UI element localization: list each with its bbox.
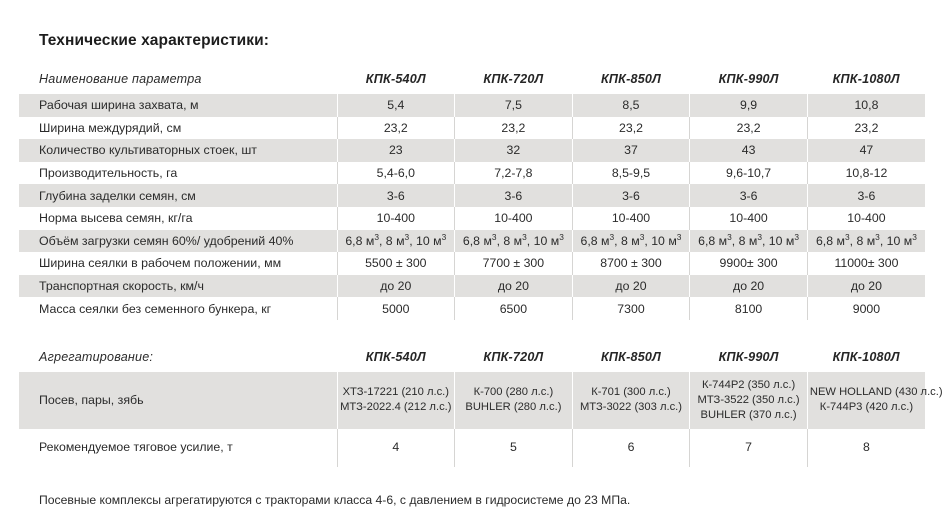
- row-value: 8,5-9,5: [572, 162, 690, 185]
- row-value: 3-6: [337, 184, 455, 207]
- row-value: 7700 ± 300: [455, 252, 573, 275]
- row-value: до 20: [690, 275, 808, 298]
- page-title: Технические характеристики:: [39, 32, 270, 49]
- row-value: 10-400: [690, 207, 808, 230]
- spec-header-row: [19, 64, 925, 94]
- spec-column-header-4: КПК-990Л: [718, 72, 779, 86]
- row-value: 7,5: [455, 94, 573, 117]
- spec-param-header: Наименование параметра: [39, 72, 202, 86]
- row-value: 23: [337, 139, 455, 162]
- aggregation-param-header: Агрегатирование:: [39, 349, 154, 364]
- row-value: 4: [337, 429, 455, 467]
- row-label: Масса сеялки без семенного бункера, кг: [19, 297, 337, 320]
- row-value: 9000: [807, 297, 925, 320]
- row-label: Объём загрузки семян 60%/ удобрений 40%: [19, 230, 337, 253]
- row-value: 32: [455, 139, 573, 162]
- aggregation-column-header-4: КПК-990Л: [718, 349, 779, 364]
- row-value: 10,8-12: [807, 162, 925, 185]
- row-label: Производительность, га: [19, 162, 337, 185]
- table-row: [19, 275, 925, 298]
- row-value: до 20: [572, 275, 690, 298]
- row-value: 3-6: [690, 184, 808, 207]
- table-row: [19, 207, 925, 230]
- row-label: Ширина междурядий, см: [19, 117, 337, 140]
- footer-note: Посевные комплексы агрегатируются с тракторами класса 4-6, с давлением в гидросистеме до 23 МПа.: [39, 492, 631, 507]
- row-value: 3-6: [807, 184, 925, 207]
- spec-column-header-5: КПК-1080Л: [832, 72, 900, 86]
- row-value: 8100: [690, 297, 808, 320]
- aggregation-column-header-2: КПК-720Л: [483, 349, 544, 364]
- row-value: до 20: [337, 275, 455, 298]
- row-value: 5000: [337, 297, 455, 320]
- row-value: К-700 (280 л.с.) BUHLER (280 л.с.): [455, 372, 573, 429]
- row-label: Транспортная скорость, км/ч: [19, 275, 337, 298]
- row-value: 5500 ± 300: [337, 252, 455, 275]
- row-value: 10-400: [337, 207, 455, 230]
- row-value: NEW HOLLAND (430 л.с.) К-744Р3 (420 л.с.): [807, 372, 925, 429]
- row-label: Количество культиваторных стоек, шт: [19, 139, 337, 162]
- row-label: Рекомендуемое тяговое усилие, т: [19, 429, 337, 467]
- row-label: Глубина заделки семян, см: [19, 184, 337, 207]
- technical-specification-table: [19, 64, 925, 320]
- table-row: [19, 252, 925, 275]
- aggregation-column-header-5: КПК-1080Л: [832, 349, 900, 364]
- row-value: 6500: [455, 297, 573, 320]
- table-row: [19, 297, 925, 320]
- aggregation-column-header-1: КПК-540Л: [365, 349, 426, 364]
- aggregation-column-header-3: КПК-850Л: [600, 349, 661, 364]
- row-value: до 20: [455, 275, 573, 298]
- row-value: 23,2: [690, 117, 808, 140]
- row-value: 9,6-10,7: [690, 162, 808, 185]
- row-value: 8,5: [572, 94, 690, 117]
- row-value: 5,4: [337, 94, 455, 117]
- row-value: 6,8 $м^3$, 8 $м^3$, 10 $м^3$: [807, 230, 925, 253]
- row-value: 37: [572, 139, 690, 162]
- row-value: 6,8 $м^3$, 8 $м^3$, 10 $м^3$: [455, 230, 573, 253]
- table-row: [19, 230, 925, 253]
- row-value: 6,8 $м^3$, 8 $м^3$, 10 $м^3$: [690, 230, 808, 253]
- table-row: [19, 372, 925, 429]
- row-value: 3-6: [572, 184, 690, 207]
- row-value: 3-6: [455, 184, 573, 207]
- aggregation-header-row: [19, 342, 925, 372]
- row-label: Рабочая ширина захвата, м: [19, 94, 337, 117]
- row-value: 11000± 300: [807, 252, 925, 275]
- spec-column-header-3: КПК-850Л: [600, 72, 661, 86]
- row-value: 23,2: [337, 117, 455, 140]
- row-label: Посев, пары, зябь: [19, 372, 337, 429]
- row-value: 9,9: [690, 94, 808, 117]
- aggregation-table-body: [19, 342, 943, 467]
- row-value: ХТЗ-17221 (210 л.с.) МТЗ-2022.4 (212 л.с.): [337, 372, 455, 429]
- row-value: 10-400: [455, 207, 573, 230]
- row-value: 10,8: [807, 94, 925, 117]
- row-value: 9900± 300: [690, 252, 808, 275]
- row-value: 5: [455, 429, 573, 467]
- row-value: 7,2-7,8: [455, 162, 573, 185]
- spec-table-body: [19, 64, 925, 320]
- row-value: 6,8 $м^3$, 8 $м^3$, 10 $м^3$: [337, 230, 455, 253]
- row-value: 10-400: [807, 207, 925, 230]
- row-value: 8700 ± 300: [572, 252, 690, 275]
- row-value: 10-400: [572, 207, 690, 230]
- row-value: 6: [572, 429, 690, 467]
- row-value: 6,8 $м^3$, 8 $м^3$, 10 $м^3$: [572, 230, 690, 253]
- spec-column-header-2: КПК-720Л: [483, 72, 544, 86]
- row-value: 23,2: [807, 117, 925, 140]
- row-label: Ширина сеялки в рабочем положении, мм: [19, 252, 337, 275]
- row-value: 5,4-6,0: [337, 162, 455, 185]
- row-value: 23,2: [455, 117, 573, 140]
- row-value: 47: [807, 139, 925, 162]
- row-value: 7: [690, 429, 808, 467]
- aggregation-table: [19, 342, 943, 467]
- row-value: 43: [690, 139, 808, 162]
- table-row: [19, 139, 925, 162]
- row-value: 8: [807, 429, 925, 467]
- row-value: до 20: [807, 275, 925, 298]
- table-separator: [19, 320, 925, 342]
- row-value: 23,2: [572, 117, 690, 140]
- row-value: К-701 (300 л.с.) МТЗ-3022 (303 л.с.): [572, 372, 690, 429]
- row-value: К-744Р2 (350 л.с.) МТЗ-3522 (350 л.с.) BUHLER (370 л.с.): [690, 372, 808, 429]
- table-row: [19, 429, 925, 467]
- spec-column-header-1: КПК-540Л: [365, 72, 426, 86]
- table-row: [19, 184, 925, 207]
- table-row: [19, 117, 925, 140]
- row-value: 7300: [572, 297, 690, 320]
- row-label: Норма высева семян, кг/га: [19, 207, 337, 230]
- table-row: [19, 162, 925, 185]
- table-row: [19, 94, 925, 117]
